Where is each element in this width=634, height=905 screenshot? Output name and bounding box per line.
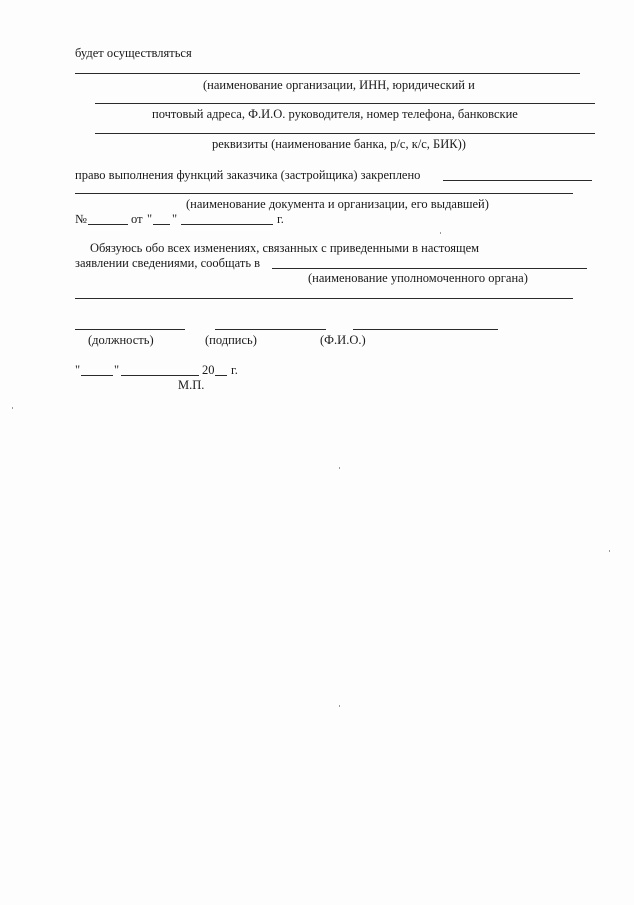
date-year-suffix: г. xyxy=(231,363,238,377)
date-day-field[interactable] xyxy=(81,375,113,376)
caption-organization-3: реквизиты (наименование банка, р/с, к/с, БИК)) xyxy=(212,137,466,151)
document-number-field[interactable] xyxy=(88,224,128,225)
date-close-quote: " xyxy=(114,363,120,377)
obligation-text-line-1: Обязуюсь обо всех изменениях, связанных с приведенными в настоящем xyxy=(90,241,480,255)
date-open-quote: " xyxy=(75,363,81,377)
date-year-field[interactable] xyxy=(215,375,227,376)
full-name-label: (Ф.И.О.) xyxy=(320,333,366,347)
caption-organization-2: почтовый адреса, Ф.И.О. руководителя, номер телефона, банковские xyxy=(152,107,518,121)
authority-field-line-2[interactable] xyxy=(75,298,573,299)
right-basis-field-line[interactable] xyxy=(443,180,592,181)
document-field-line[interactable] xyxy=(75,193,573,194)
document-day-open-quote: " xyxy=(147,212,153,226)
authority-field-line[interactable] xyxy=(272,268,587,269)
date-month-field[interactable] xyxy=(121,375,199,376)
intro-text: будет осуществляться xyxy=(75,46,192,60)
signature-label: (подпись) xyxy=(205,333,257,347)
scan-speck xyxy=(339,467,340,469)
scan-speck xyxy=(609,550,610,552)
position-label: (должность) xyxy=(88,333,154,347)
document-month-field[interactable] xyxy=(181,224,273,225)
obligation-text-line-2: заявлении сведениями, сообщать в xyxy=(75,256,261,270)
caption-authority: (наименование уполномоченного органа) xyxy=(308,271,528,285)
document-from-word: от xyxy=(131,212,143,226)
document-day-close-quote: " xyxy=(172,212,178,226)
full-name-field-line[interactable] xyxy=(353,329,498,330)
organization-field-line-1[interactable] xyxy=(75,73,580,74)
stamp-label: М.П. xyxy=(178,378,205,392)
caption-document: (наименование документа и организации, его выдавшей) xyxy=(186,197,489,211)
scan-speck xyxy=(339,705,340,707)
caption-organization-1: (наименование организации, ИНН, юридический и xyxy=(203,78,475,92)
right-clause-text: право выполнения функций заказчика (застройщика) закреплено xyxy=(75,168,421,182)
organization-field-line-2[interactable] xyxy=(95,103,595,104)
scan-speck xyxy=(12,407,13,409)
date-year-prefix: 20 xyxy=(202,363,215,377)
organization-field-line-3[interactable] xyxy=(95,133,595,134)
scan-speck xyxy=(440,232,441,234)
document-day-field[interactable] xyxy=(153,224,170,225)
signature-field-line[interactable] xyxy=(215,329,326,330)
document-year-suffix: г. xyxy=(277,212,284,226)
document-number-sign: № xyxy=(75,212,87,226)
position-field-line[interactable] xyxy=(75,329,185,330)
